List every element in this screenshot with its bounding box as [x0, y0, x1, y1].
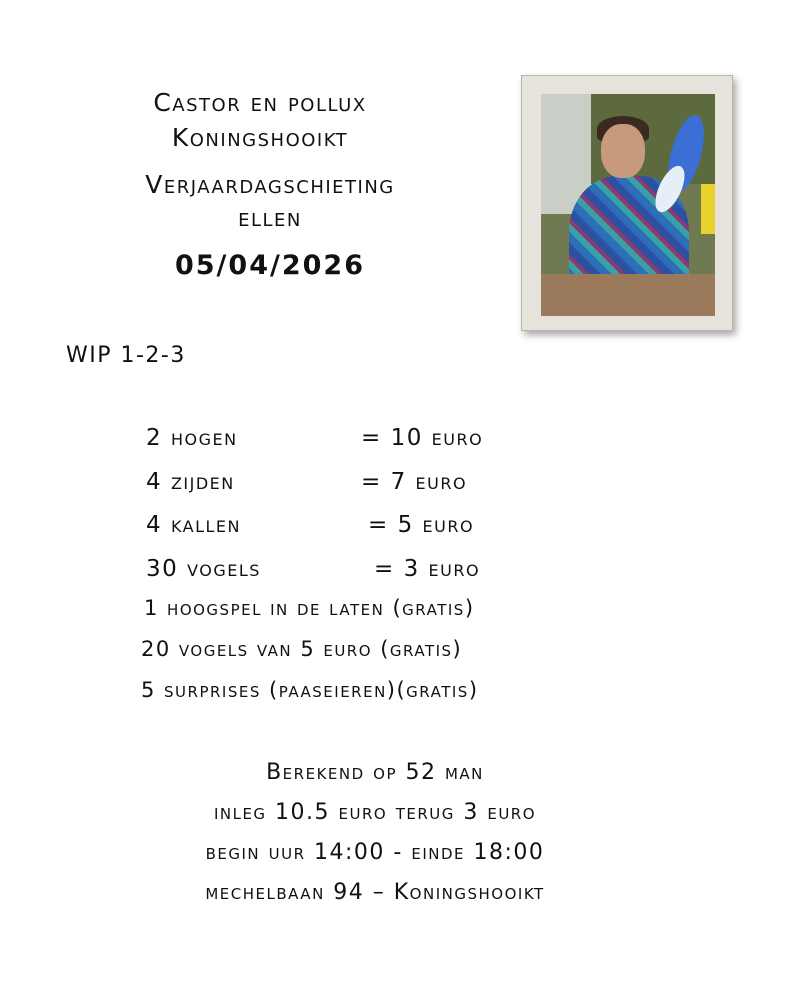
time-info: begin uur 14:00 - einde 18:00 — [205, 840, 545, 865]
prize-value: = 7 euro — [361, 469, 468, 495]
event-date: 05/04/2026 — [174, 250, 365, 281]
prize-row — [146, 427, 483, 450]
prize-label: 4 kallen — [146, 512, 242, 538]
portrait-photo — [541, 94, 715, 316]
extra-prize: 5 surprises (paaseieren)(gratis) — [141, 678, 479, 702]
prize-row — [146, 558, 480, 581]
prize-label: 4 zijden — [146, 469, 235, 495]
wip-label: WIP 1-2-3 — [66, 343, 186, 368]
extra-prize: 1 hoogspel in de laten (gratis) — [144, 596, 475, 620]
extra-prize: 20 vogels van 5 euro (gratis) — [141, 637, 463, 661]
club-location: Koningshooikt — [171, 123, 349, 152]
prize-value: = 5 euro — [368, 512, 475, 538]
stake-info: inleg 10.5 euro terug 3 euro — [213, 800, 537, 825]
photo-frame — [521, 75, 733, 331]
address: mechelbaan 94 – Koningshooikt — [205, 880, 545, 905]
prize-value: = 10 euro — [361, 425, 484, 451]
prize-label: 30 vogels — [146, 556, 261, 582]
event-subject: ellen — [238, 203, 302, 232]
event-title: Verjaardagschieting — [145, 170, 395, 199]
club-name: Castor en pollux — [153, 88, 367, 117]
prize-row — [146, 514, 474, 537]
prize-label: 2 hogen — [146, 425, 238, 451]
prize-row — [146, 471, 467, 494]
calculation-note: Berekend op 52 man — [266, 760, 484, 785]
prize-value: = 3 euro — [374, 556, 481, 582]
